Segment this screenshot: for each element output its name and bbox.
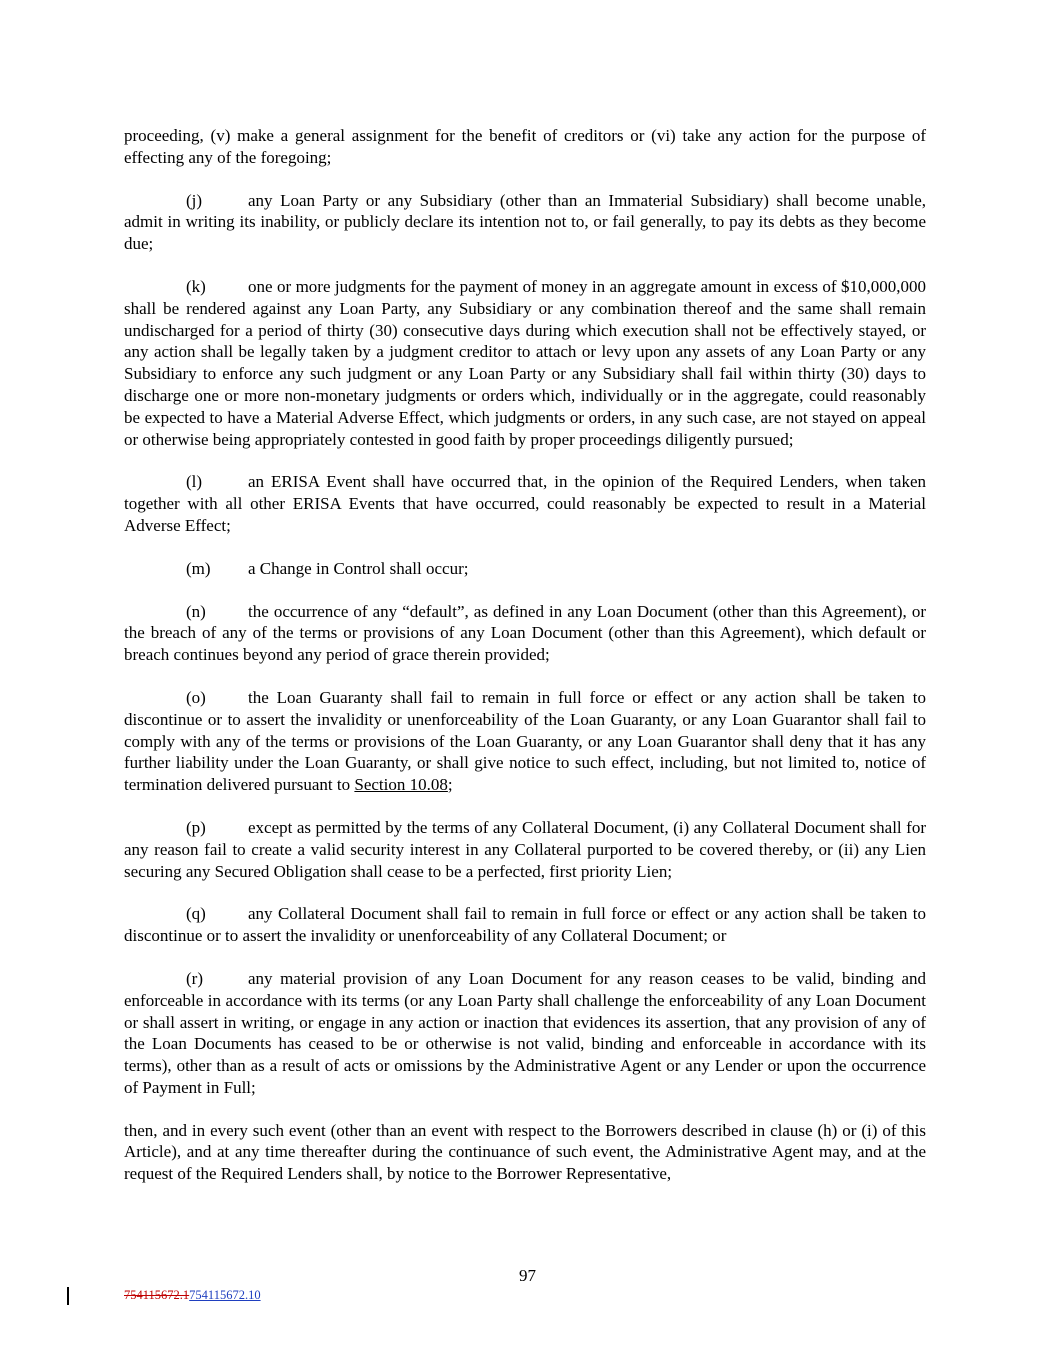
closing-paragraph: then, and in every such event (other than an event with respect to the Borrowers described in clause (h) or (i) of this Article), and at any time thereafter during the continuance of such event, the Administrative Agent may, and at the request of the Required Lenders shall, by notice to the Borrower Representative, [124,1120,926,1184]
clause-text: the occurrence of any “default”, as defined in any Loan Document (other than this Agreement), or the breach of any of the terms or provisions of any Loan Document (other than this Agreement), which default or breach continues beyond any period of grace therein provided; [124,601,926,665]
clause-text: any material provision of any Loan Document for any reason ceases to be valid, binding and enforceable in accordance with its terms (or any Loan Party shall challenge the enforceability of any Loan Document or shall assert in writing, or engage in any action or inaction that evidences its assertion, that any provision of any of the Loan Documents has ceased to be or otherwise is not valid, binding and enforceable in accordance with its terms), other than as a result of acts or omissions by the Administrative Agent or any Lender or upon the occurrence of Payment in Full; [124,968,926,1097]
clause-text: any Loan Party or any Subsidiary (other than an Immaterial Subsidiary) shall become unable, admit in writing its inability, or publicly declare its intention not to, or fail generally, to pay its debts as they become due; [124,190,926,254]
page-number: 97 [519,1266,536,1285]
document-id-deleted: 754115672.1 [124,1288,190,1302]
clause-label: (r) [186,968,203,988]
clause-label: (p) [186,817,206,837]
clause-label: (o) [186,687,206,707]
revision-change-bar [67,1287,69,1305]
clause-m [124,558,926,580]
clause-l [124,471,926,536]
intro-paragraph: proceeding, (v) make a general assignment for the benefit of creditors or (vi) take any action for the purpose of effecting any of the foregoing; [124,126,926,167]
clause-label: (m) [186,558,211,578]
clause-r [124,968,926,1099]
clause-text: a Change in Control shall occur; [248,558,469,578]
clause-label: (n) [186,601,206,621]
clause-label: (q) [186,904,206,924]
clause-j [124,190,926,255]
clause-label: (j) [186,190,203,210]
section-reference-link[interactable]: Section 10.08 [354,775,448,795]
document-id [124,1288,261,1303]
clause-text: any Collateral Document shall fail to remain in full force or effect or any action shall be taken to discontinue or to assert the invalidity or unenforceability of any Collateral Document; or [124,904,926,946]
clause-text: the Loan Guaranty shall fail to remain in full force or effect or any action shall be taken to discontinue or to assert the invalidity or unenforceability of the Loan Guaranty, or any Loan Guarantor shall fail to comply with any of the terms or provisions of the Loan Guaranty, or any Loan Guarantor shall deny that it has any further liability under the Loan Guaranty, or shall give notice to such effect, including, but not limited to, notice of termination delivered pursuant to [124,687,926,795]
clause-label: (l) [186,472,203,492]
document-id-inserted: 754115672.10 [189,1288,261,1302]
clause-label: (k) [186,276,206,296]
clause-n [124,601,926,666]
document-body [124,125,926,1206]
clause-p [124,817,926,882]
clause-text-tail: ; [447,775,453,795]
clause-q [124,903,926,947]
clause-k [124,276,926,450]
clause-text: an ERISA Event shall have occurred that, in the opinion of the Required Lenders, when taken together with all other ERISA Events that have occurred, could reasonably be expected to result in a Material Adverse Effect; [124,472,926,535]
clause-text: one or more judgments for the payment of money in an aggregate amount in excess of $10,000,000 shall be rendered against any Loan Party, any Subsidiary or any combination thereof and the same shall remain undischarged for a period of thirty (30) consecutive days during which execution shall not be effectively stayed, or any action shall be legally taken by a judgment creditor to attach or levy upon any assets of any Loan Party or any Subsidiary to enforce any such judgment or any Loan Party or any Subsidiary shall fail within thirty (30) days to discharge one or more non-monetary judgments or orders which, individually or in the aggregate, could reasonably be expected to have a Material Adverse Effect, which judgments or orders, in any such case, are not stayed on appeal or otherwise being appropriately contested in good faith by proper proceedings diligently pursued; [124,276,926,449]
clause-text: except as permitted by the terms of any Collateral Document, (i) any Collateral Document shall for any reason fail to create a valid security interest in any Collateral purported to be covered thereby, or (ii) any Lien securing any Secured Obligation shall cease to be a perfected, first priority Lien; [124,817,926,881]
clause-o [124,687,926,796]
